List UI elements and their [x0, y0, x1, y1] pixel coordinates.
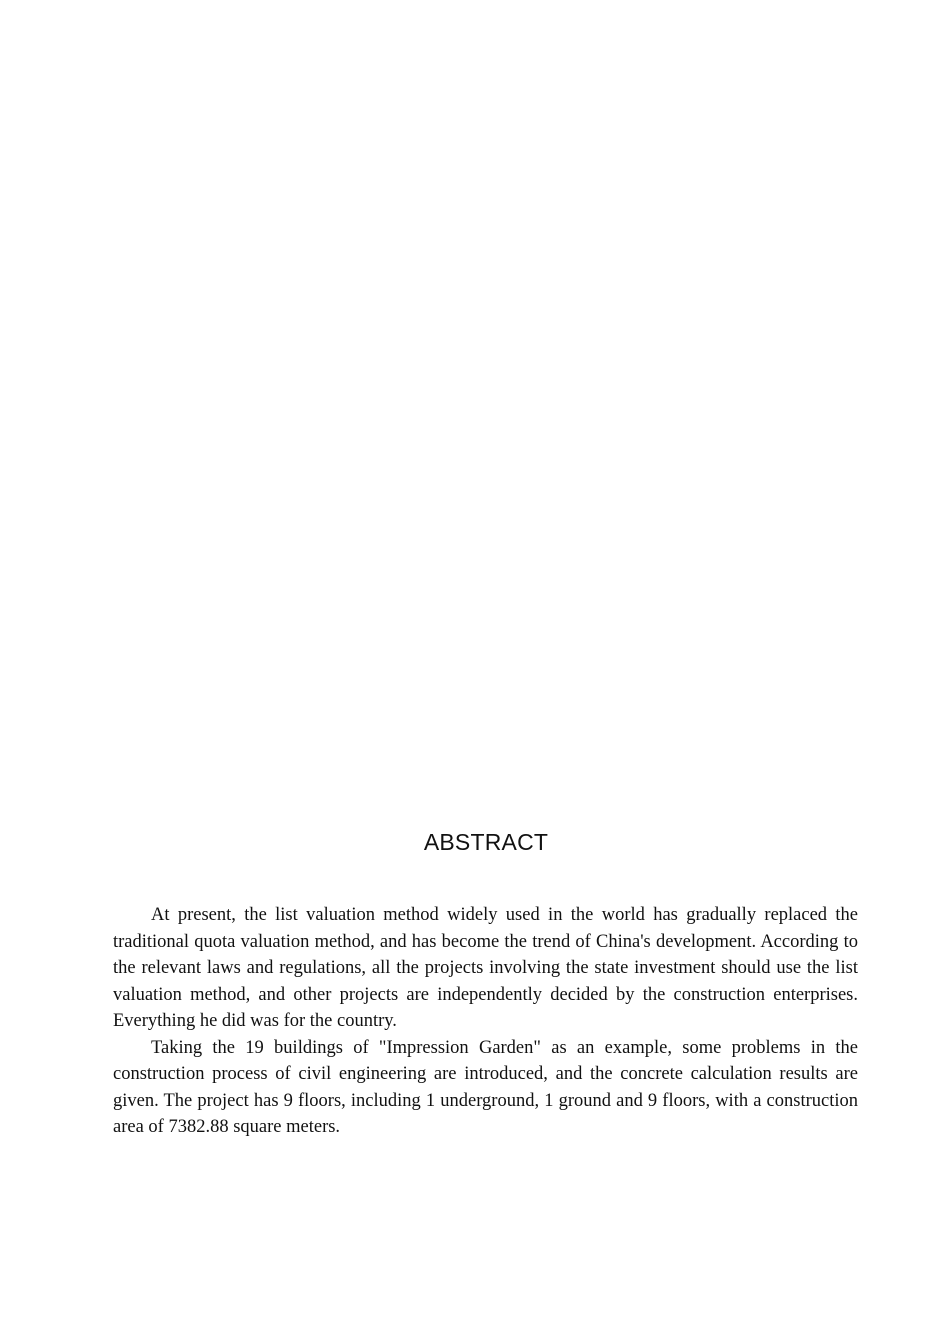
abstract-paragraph-1: At present, the list valuation method widely used in the world has gradually replaced the traditional quota valuation method, and has become the trend of China's development. According to the relevant laws and regulations, all the projects involving the state investment should use the list valuation method, and other projects are independently decided by the construction enterprises. Everything he did was for the country. [113, 905, 858, 1031]
abstract-body [113, 902, 858, 1141]
abstract-paragraph-2: Taking the 19 buildings of "Impression Garden" as an example, some problems in the construction process of civil engineering are introduced, and the concrete calculation results are given. The project has 9 floors, including 1 underground, 1 ground and 9 floors, with a construction area of 7382.88 square meters. [113, 1037, 858, 1137]
abstract-heading: ABSTRACT [423, 829, 549, 855]
